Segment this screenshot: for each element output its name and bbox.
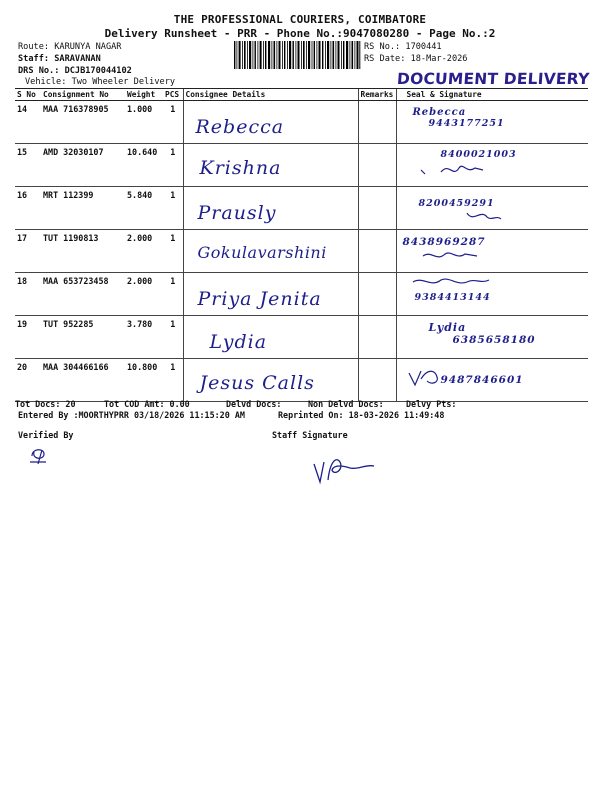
consignee-handwriting: Gokulavarshini — [197, 243, 327, 262]
row-weight: 5.840 — [125, 187, 163, 230]
row-seal-signature — [396, 359, 588, 402]
col-remarks: Remarks — [358, 89, 396, 101]
row-pcs: 1 — [163, 273, 183, 316]
row-sno: 17 — [15, 230, 41, 273]
col-sno: S No — [15, 89, 41, 101]
row-remarks — [358, 187, 396, 230]
row-consignment: AMD 32030107 — [41, 144, 125, 187]
col-pcs: PCS — [163, 89, 183, 101]
route-label: Route: KARUNYA NAGAR — [18, 42, 122, 52]
col-consignee: Consignee Details — [183, 89, 358, 101]
row-seal-signature — [396, 230, 588, 273]
runsheet-table — [15, 88, 588, 402]
staff-signature — [310, 452, 380, 488]
row-consignee — [183, 144, 358, 187]
row-pcs: 1 — [163, 101, 183, 144]
row-consignment: MAA 304466166 — [41, 359, 125, 402]
row-remarks — [358, 144, 396, 187]
document-subtitle: Delivery Runsheet - PRR - Phone No.:9047080280 - Page No.:2 — [104, 27, 496, 40]
row-seal-signature — [396, 187, 588, 230]
staff-label: Staff: SARAVANAN — [18, 54, 101, 64]
signature-scribble — [407, 367, 447, 389]
entered-by: Entered By :MOORTHYPRR 03/18/2026 11:15:20 AM — [18, 410, 245, 420]
rs-date: RS Date: 18-Mar-2026 — [364, 54, 468, 64]
row-consignee — [183, 316, 358, 359]
col-weight: Weight — [125, 89, 163, 101]
document-delivery-stamp: DOCUMENT DELIVERY — [396, 70, 590, 88]
row-sno: 15 — [15, 144, 41, 187]
row-pcs: 1 — [163, 187, 183, 230]
table-header-row — [15, 89, 588, 101]
signature-scribble — [421, 248, 481, 262]
drs-number: DRS No.: DCJB170044102 — [18, 66, 132, 76]
row-consignee — [183, 359, 358, 402]
consignee-handwriting: Krishna — [199, 157, 282, 179]
signature-scribble — [411, 276, 491, 290]
row-consignment: TUT 1190813 — [41, 230, 125, 273]
signature-scribble — [463, 209, 503, 223]
signature-phone: 9384413144 — [414, 292, 491, 303]
signature-name: Rebecca — [412, 107, 467, 118]
table-row — [15, 359, 588, 402]
row-seal-signature — [396, 273, 588, 316]
signature-phone: 6385658180 — [452, 334, 536, 346]
row-remarks — [358, 101, 396, 144]
total-docs: Tot Docs: 20 — [15, 399, 76, 409]
row-consignment: TUT 952285 — [41, 316, 125, 359]
table-row — [15, 101, 588, 144]
row-seal-signature — [396, 144, 588, 187]
table-row — [15, 144, 588, 187]
table-row — [15, 230, 588, 273]
signature-scribble — [419, 160, 489, 178]
row-consignee — [183, 101, 358, 144]
consignee-handwriting: Lydia — [209, 331, 268, 353]
row-remarks — [358, 273, 396, 316]
signature-name: Lydia — [428, 321, 467, 334]
row-weight: 2.000 — [125, 230, 163, 273]
row-remarks — [358, 230, 396, 273]
table-row — [15, 316, 588, 359]
delivery-points: Delvy Pts: — [406, 399, 457, 409]
row-consignee — [183, 230, 358, 273]
row-sno: 19 — [15, 316, 41, 359]
total-cod-amount: Tot COD Amt: 0.00 — [104, 399, 190, 409]
vehicle-label: Vehicle: Two Wheeler Delivery — [25, 77, 176, 87]
row-weight: 2.000 — [125, 273, 163, 316]
table-row — [15, 273, 588, 316]
row-weight: 10.640 — [125, 144, 163, 187]
verified-by-label: Verified By — [18, 430, 74, 440]
document-title: THE PROFESSIONAL COURIERS, COIMBATORE — [173, 13, 427, 26]
col-consignment: Consignment No — [41, 89, 125, 101]
row-pcs: 1 — [163, 359, 183, 402]
staff-signature-label: Staff Signature — [272, 430, 348, 440]
row-sno: 18 — [15, 273, 41, 316]
signature-phone: 8438969287 — [402, 236, 486, 248]
signature-phone: 8200459291 — [418, 198, 495, 209]
row-seal-signature — [396, 101, 588, 144]
signature-phone: 8400021003 — [440, 149, 517, 160]
row-remarks — [358, 316, 396, 359]
consignee-handwriting: Jesus Calls — [199, 372, 315, 394]
row-consignee — [183, 273, 358, 316]
signature-phone: 9443177251 — [428, 118, 505, 129]
consignee-handwriting: Prausly — [197, 202, 277, 224]
non-delivered-docs: Non Delvd Docs: — [308, 399, 384, 409]
reprinted-on: Reprinted On: 18-03-2026 11:49:48 — [278, 410, 445, 420]
col-seal-signature: Seal & Signature — [396, 89, 588, 101]
row-consignment: MAA 653723458 — [41, 273, 125, 316]
row-consignment: MRT 112399 — [41, 187, 125, 230]
verified-signature — [28, 446, 50, 466]
delivered-docs: Delvd Docs: — [226, 399, 282, 409]
barcode-image — [233, 41, 361, 69]
row-weight: 1.000 — [125, 101, 163, 144]
row-pcs: 1 — [163, 144, 183, 187]
signature-phone: 9487846601 — [440, 374, 524, 386]
row-consignment: MAA 716378905 — [41, 101, 125, 144]
row-remarks — [358, 359, 396, 402]
consignee-handwriting: Rebecca — [195, 116, 285, 138]
row-pcs: 1 — [163, 230, 183, 273]
row-weight: 10.800 — [125, 359, 163, 402]
row-sno: 14 — [15, 101, 41, 144]
row-sno: 16 — [15, 187, 41, 230]
row-pcs: 1 — [163, 316, 183, 359]
table-row — [15, 187, 588, 230]
row-weight: 3.780 — [125, 316, 163, 359]
row-seal-signature — [396, 316, 588, 359]
row-consignee — [183, 187, 358, 230]
row-sno: 20 — [15, 359, 41, 402]
consignee-handwriting: Priya Jenita — [197, 288, 322, 310]
rs-number: RS No.: 1700441 — [364, 42, 442, 52]
